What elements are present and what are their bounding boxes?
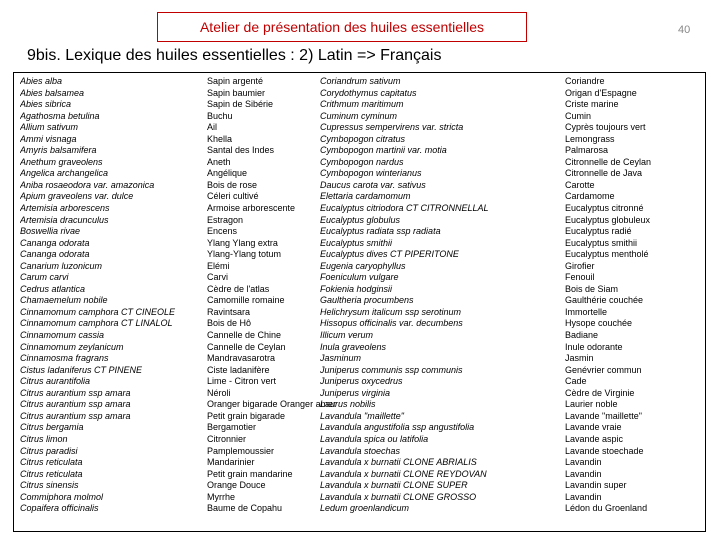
table-cell: Lavandin [565,491,602,502]
table-cell: Khella [207,133,233,144]
table-cell: Genévrier commun [565,364,642,375]
table-cell: Cumin [565,110,592,121]
table-cell: Coriandre [565,76,605,86]
section-heading: 9bis. Lexique des huiles essentielles : 2) Latin => Français [27,47,442,64]
table-cell: Ylang Ylang extra [207,237,278,248]
table-cell: Crithmum maritimum [320,99,404,110]
table-cell: Ciste ladanifère [207,364,270,375]
table-cell: Angélique [207,168,248,179]
table-cell: Citrus aurantium ssp amara [20,387,131,398]
left-latin-column [20,76,200,515]
table-cell: Lédon du Groenland [565,503,648,514]
table-cell: Corydothymus capitatus [320,87,417,98]
table-cell: Elettaria cardamomum [320,191,411,202]
table-cell: Cinnamomum cassia [20,330,105,341]
table-cell: Cupressus sempervirens var. stricta [320,122,464,133]
table-cell: Ylang-Ylang totum [207,249,282,260]
table-cell: Jasmin [565,353,594,364]
table-cell: Bois de Hô [207,318,252,329]
table-cell: Santal des Indes [207,145,275,156]
table-cell: Ledum groenlandicum [320,503,410,514]
table-cell: Citrus reticulata [20,468,83,479]
table-cell: Cinnamomum zeylanicum [20,341,124,352]
table-cell: Cymbopogon nardus [320,156,404,167]
table-cell: Lavandula angustifolia ssp angustifolia [320,422,475,433]
table-cell: Céleri cultivé [207,191,259,202]
table-cell: Cymbopogon winterianus [320,168,422,179]
table-cell: Lime - Citron vert [207,376,277,387]
table-cell: Citrus paradisi [20,445,78,456]
table-cell: Daucus carota var. sativus [320,179,426,190]
table-cell: Citrus aurantium ssp amara [20,399,131,410]
table-cell: Fokienia hodginsii [320,283,393,294]
table-cell: Ail [207,122,218,133]
table-cell: Sapin de Sibérie [207,99,274,110]
table-cell: Bois de rose [207,179,258,190]
table-cell: Palmarosa [565,145,609,156]
table-cell: Buchu [207,110,233,121]
table-cell: Angelica archangelica [20,168,109,179]
table-cell: Abies sibrica [20,99,72,110]
table-cell: Eucalyptus citronné [565,203,644,214]
table-cell: Lavandin [565,457,602,468]
table-cell: Cinnamosma fragrans [20,353,109,364]
table-cell: Eucalyptus smithii [320,237,393,248]
table-cell: Amyris balsamifera [20,145,97,156]
table-cell: Inule odorante [565,341,623,352]
table-cell: Eugenia caryophyllus [320,260,406,271]
table-cell: Cymbopogon citratus [320,133,406,144]
table-cell: Eucalyptus smithii [565,237,638,248]
table-cell: Citrus sinensis [20,480,79,491]
table-cell: Bois de Siam [565,283,619,294]
table-cell: Copaifera officinalis [20,503,99,514]
table-cell: Sapin baumier [207,87,266,98]
table-cell: Sapin argenté [207,76,264,86]
table-cell: Cade [565,376,587,387]
title-box [157,12,527,42]
table-cell: Boswellia rivae [20,226,81,237]
table-cell: Orange Douce [207,480,266,491]
table-cell: Citrus aurantifolia [20,376,91,387]
table-cell: Commiphora molmol [20,491,104,502]
table-cell: Cinnamomum camphora CT LINALOL [20,318,173,329]
table-cell: Lavande stoechade [565,445,644,456]
table-cell: Pamplemoussier [207,445,275,456]
table-cell: Lavande vraie [565,422,622,433]
table-cell: Bergamotier [207,422,257,433]
page-title: Atelier de présentation des huiles essentielles [199,19,485,35]
table-cell: Eucalyptus dives CT PIPERITONE [320,249,459,260]
table-cell: Abies alba [20,76,63,86]
table-cell: Citrus bergamia [20,422,84,433]
table-cell: Lavandula x burnatii CLONE REYDOVAN [320,468,487,479]
table-cell: Eucalyptus globulus [320,214,401,225]
right-french-column [565,76,705,515]
table-cell: Cèdre de l'atlas [207,283,270,294]
table-cell: Citronnier [207,433,247,444]
table-cell: Encens [207,226,238,237]
table-cell: Allium sativum [20,122,79,133]
table-cell: Eucalyptus globuleux [565,214,651,225]
table-cell: Baume de Copahu [207,503,283,514]
table-cell: Artemisia dracunculus [20,214,109,225]
table-cell: Anethum graveolens [20,156,103,167]
table-cell: Citrus reticulata [20,457,83,468]
table-cell: Agathosma betulina [20,110,100,121]
table-cell: Cinnamomum camphora CT CINEOLE [20,306,176,317]
table-cell: Lavandula "maillette" [320,410,404,421]
table-cell: Illicum verum [320,330,374,341]
lexicon-table [13,72,706,532]
table-cell: Citronnelle de Java [565,168,643,179]
table-cell: Lavandula spica ou latifolia [320,433,429,444]
table-cell: Lavandula stoechas [320,445,401,456]
table-cell: Cèdre de Virginie [565,387,635,398]
table-cell: Origan d'Espagne [565,87,637,98]
table-cell: Cedrus atlantica [20,283,86,294]
table-cell: Aniba rosaeodora var. amazonica [20,179,155,190]
table-cell: Jasminum [320,353,362,364]
table-cell: Mandarinier [207,457,255,468]
table-cell: Citrus aurantium ssp amara [20,410,131,421]
table-cell: Lemongrass [565,133,615,144]
table-cell: Lavande aspic [565,433,624,444]
table-cell: Gaulthérie couchée [565,295,644,306]
table-cell: Cananga odorata [20,237,90,248]
table-cell: Lavandula x burnatii CLONE ABRIALIS [320,457,477,468]
table-cell: Juniperus oxycedrus [320,376,403,387]
table-cell: Lavandin [565,468,602,479]
table-cell: Laurus nobilis [320,399,376,410]
table-cell: Inula graveolens [320,341,387,352]
table-cell: Oranger bigarade Oranger amer [207,399,337,410]
table-cell: Cymbopogon martinii var. motia [320,145,447,156]
table-cell: Immortelle [565,306,608,317]
table-cell: Ammi visnaga [20,133,77,144]
table-cell: Hissopus officinalis var. decumbens [320,318,463,329]
table-cell: Ravintsara [207,306,251,317]
table-cell: Carum carvi [20,272,69,283]
table-cell: Helichrysum italicum ssp serotinum [320,306,462,317]
table-cell: Cardamome [565,191,615,202]
table-cell: Elémi [207,260,230,271]
table-cell: Carvi [207,272,229,283]
table-cell: Lavandula x burnatii CLONE GROSSO [320,491,477,502]
table-cell: Laurier noble [565,399,618,410]
table-cell: Camomille romaine [207,295,285,306]
table-cell: Myrrhe [207,491,236,502]
page-number: 40 [678,24,691,36]
table-cell: Eucalyptus citriodora CT CITRONNELLAL [320,203,489,214]
table-cell: Cyprès toujours vert [565,122,646,133]
table-cell: Lavandula x burnatii CLONE SUPER [320,480,468,491]
table-cell: Gaultheria procumbens [320,295,414,306]
table-cell: Néroli [207,387,231,398]
table-cell: Carotte [565,179,595,190]
table-cell: Artemisia arborescens [20,203,110,214]
table-cell: Badiane [565,330,599,341]
table-cell: Criste marine [565,99,619,110]
table-cell: Lavandin super [565,480,627,491]
table-cell: Cuminum cyminum [320,110,398,121]
table-cell: Eucalyptus radiata ssp radiata [320,226,441,237]
table-cell: Fenouil [565,272,595,283]
right-latin-column [320,76,565,515]
table-cell: Eucalyptus radié [565,226,632,237]
table-cell: Coriandrum sativum [320,76,401,86]
table-cell: Petit grain bigarade [207,410,286,421]
table-cell: Cannelle de Ceylan [207,341,286,352]
table-cell: Petit grain mandarine [207,468,293,479]
table-cell: Aneth [207,156,231,167]
table-cell: Juniperus virginia [320,387,391,398]
table-cell: Chamaemelum nobile [20,295,108,306]
table-cell: Juniperus communis ssp communis [320,364,463,375]
table-cell: Citrus limon [20,433,68,444]
table-cell: Cistus ladaniferus CT PINENE [20,364,143,375]
table-cell: Cananga odorata [20,249,90,260]
table-cell: Mandravasarotra [207,353,276,364]
table-cell: Eucalyptus mentholé [565,249,649,260]
table-cell: Girofier [565,260,595,271]
table-cell: Foeniculum vulgare [320,272,399,283]
table-cell: Hysope couchée [565,318,633,329]
table-cell: Apium graveolens var. dulce [20,191,134,202]
table-cell: Cannelle de Chine [207,330,282,341]
table-cell: Citronnelle de Ceylan [565,156,652,167]
table-cell: Estragon [207,214,244,225]
table-cell: Lavande "maillette" [565,410,642,421]
table-cell: Abies balsamea [20,87,85,98]
table-cell: Armoise arborescente [207,203,296,214]
table-cell: Canarium luzonicum [20,260,103,271]
